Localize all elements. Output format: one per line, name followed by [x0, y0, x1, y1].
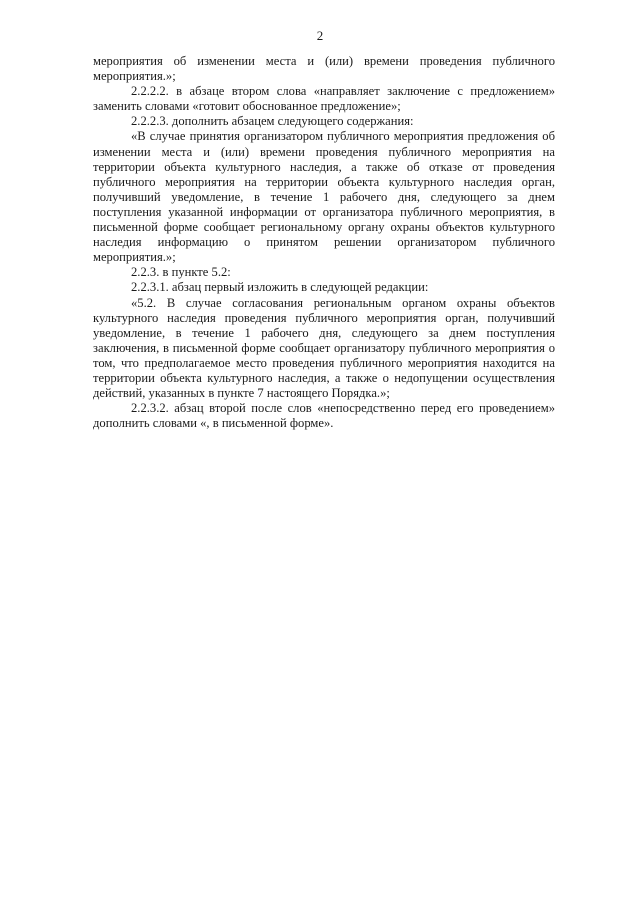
paragraph-item-2-2-3-2: 2.2.3.2. абзац второй после слов «непосредственно перед его проведением» дополнить словами «, в письменной форме». — [93, 401, 555, 431]
paragraph-continuation: мероприятия об изменении места и (или) времени проведения публичного мероприятия.»; — [93, 54, 555, 84]
paragraph-quoted-5-2: «5.2. В случае согласования региональным органом охраны объектов культурного наследия проведения публичного мероприятия орган, получивший уведомление, в течение 1 рабочего дня, следующего за днем поступления заключения, в письменной форме сообщает организатору публичного мероприятия о том, что предполагаемое место проведения публичного мероприятия находится на территории объекта культурного наследия, а также о недопущении осуществления действий, указанных в пункте 7 настоящего Порядка.»; — [93, 295, 555, 401]
document-body — [93, 54, 555, 431]
paragraph-item-2-2-3: 2.2.3. в пункте 5.2: — [131, 265, 231, 280]
paragraph-quoted-addition: «В случае принятия организатором публичного мероприятия предложения об изменении места и (или) времени проведения публичного мероприятия на территории объекта культурного наследия, а также об отказе от проведения публичного мероприятия на территории объекта культурного наследия орган, получивший уведомление, в течение 1 рабочего дня, следующего за днем поступления указанной информации от организатора публичного мероприятия, в письменной форме сообщает региональному органу охраны объектов культурного наследия информацию о принятом решении организатором публичного мероприятия.»; — [93, 129, 555, 265]
page-number: 2 — [316, 28, 324, 43]
paragraph-item-2-2-2-3: 2.2.2.3. дополнить абзацем следующего содержания: — [131, 114, 414, 129]
paragraph-item-2-2-3-1: 2.2.3.1. абзац первый изложить в следующей редакции: — [131, 280, 429, 295]
paragraph-item-2-2-2-2: 2.2.2.2. в абзаце втором слова «направляет заключение с предложением» заменить словами «готовит обоснованное предложение»; — [93, 84, 555, 114]
